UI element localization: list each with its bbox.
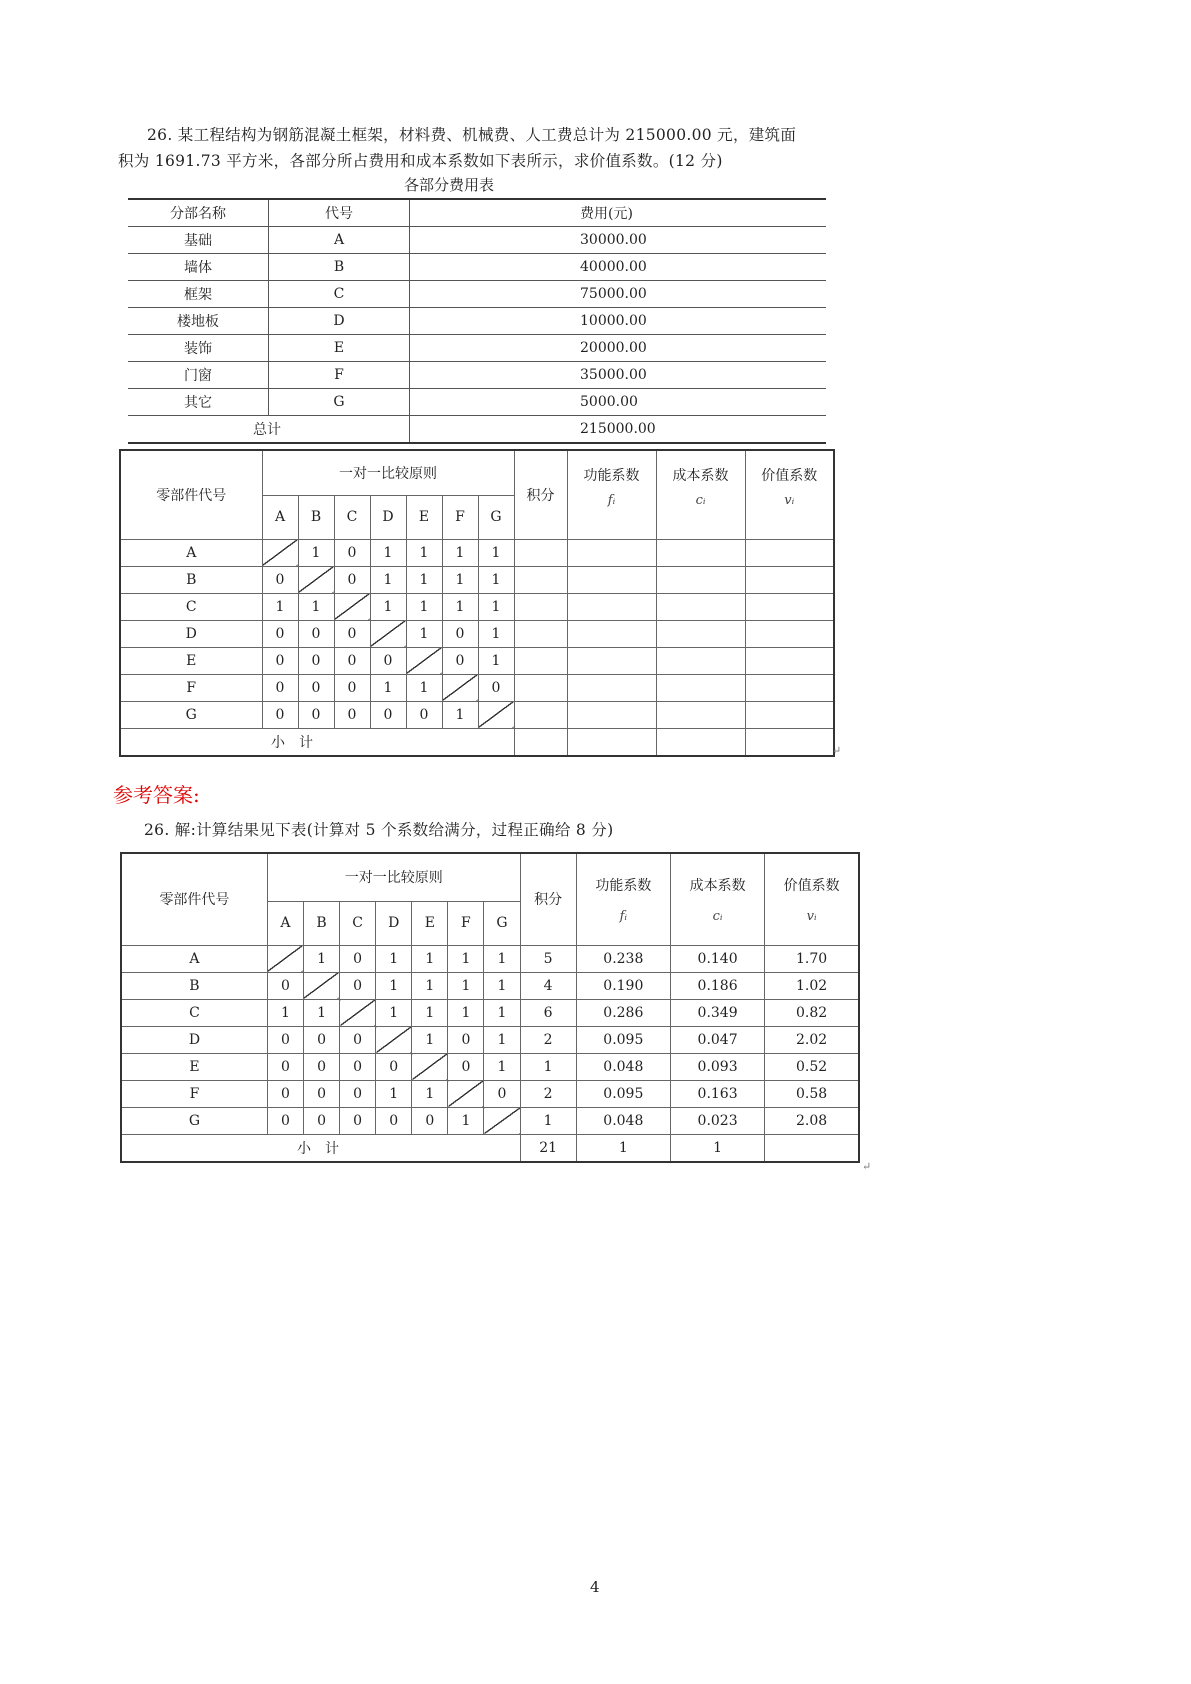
cell: 1 — [484, 999, 520, 1026]
col-header: F — [448, 901, 484, 945]
diagonal-cell — [334, 593, 370, 620]
part-name: 基础 — [128, 227, 269, 254]
cell: 1 — [484, 945, 520, 972]
header-pairwise: 一对一比较原则 — [267, 853, 520, 901]
score-cell — [514, 674, 567, 701]
diagonal-cell — [267, 945, 303, 972]
col-header: A — [262, 495, 298, 539]
answer-value-table — [120, 852, 860, 1163]
cell: 1 — [376, 945, 412, 972]
v-cell — [745, 728, 834, 756]
part-code: A — [269, 227, 410, 254]
func-coef-label: 功能系数 — [583, 468, 640, 484]
diagonal-cell — [442, 674, 478, 701]
cell: 0 — [340, 945, 376, 972]
cell: 1 — [412, 1026, 448, 1053]
cell: 1 — [442, 566, 478, 593]
cost-row — [128, 308, 826, 335]
cell: 1 — [478, 647, 514, 674]
subtotal-label: 小 计 — [120, 728, 514, 756]
col-header: G — [484, 901, 520, 945]
col-header: B — [298, 495, 334, 539]
value-coef-label: 价值系数 — [783, 877, 840, 894]
cell: 0 — [298, 701, 334, 728]
part-cost: 5000.00 — [410, 389, 827, 416]
score-cell: 4 — [520, 972, 576, 999]
cell: 1 — [376, 1080, 412, 1107]
part-name: 墙体 — [128, 254, 269, 281]
header-part-name: 分部名称 — [128, 199, 269, 227]
cell: 1 — [484, 1026, 520, 1053]
cell: 0 — [298, 620, 334, 647]
col-header: C — [334, 495, 370, 539]
cell: 0 — [370, 647, 406, 674]
cell: 1 — [406, 620, 442, 647]
cell: 0 — [262, 620, 298, 647]
subtotal-row — [121, 1134, 859, 1162]
value-coef-symbol: vᵢ — [806, 908, 817, 924]
subtotal-v — [765, 1134, 859, 1162]
cell: 0 — [267, 1026, 303, 1053]
c-cell — [656, 566, 745, 593]
f-cell — [567, 647, 656, 674]
cell: 0 — [376, 1053, 412, 1080]
row-code: E — [121, 1053, 267, 1080]
col-header: D — [376, 901, 412, 945]
part-cost: 75000.00 — [410, 281, 827, 308]
v-cell: 0.52 — [765, 1053, 859, 1080]
cell: 1 — [448, 999, 484, 1026]
return-mark: ↵ — [862, 1160, 872, 1173]
row-code: E — [120, 647, 262, 674]
col-header: G — [478, 495, 514, 539]
table-row — [121, 945, 859, 972]
cell: 0 — [303, 1107, 339, 1134]
value-coef-symbol: vᵢ — [784, 493, 795, 508]
v-cell: 1.02 — [765, 972, 859, 999]
cost-coef-label: 成本系数 — [672, 468, 729, 484]
v-cell: 2.08 — [765, 1107, 859, 1134]
part-cost: 20000.00 — [410, 335, 827, 362]
cost-table-title: 各部分费用表 — [404, 176, 495, 194]
cell: 1 — [370, 593, 406, 620]
func-coef-symbol: fᵢ — [619, 908, 628, 924]
cost-row — [128, 254, 826, 281]
cell: 1 — [448, 972, 484, 999]
cell: 0 — [267, 1080, 303, 1107]
question-value-table — [119, 449, 835, 757]
score-cell — [514, 566, 567, 593]
part-cost: 40000.00 — [410, 254, 827, 281]
col-header: C — [340, 901, 376, 945]
cell: 1 — [298, 593, 334, 620]
cell: 1 — [406, 674, 442, 701]
cell: 1 — [370, 539, 406, 566]
part-cost: 30000.00 — [410, 227, 827, 254]
table-row — [121, 1080, 859, 1107]
v-cell: 0.82 — [765, 999, 859, 1026]
col-header: A — [267, 901, 303, 945]
cell: 1 — [370, 566, 406, 593]
diagonal-cell — [262, 539, 298, 566]
score-cell: 2 — [520, 1026, 576, 1053]
cell: 1 — [442, 593, 478, 620]
cell: 0 — [340, 972, 376, 999]
part-code: C — [269, 281, 410, 308]
row-code: A — [120, 539, 262, 566]
cell: 1 — [478, 620, 514, 647]
total-value: 215000.00 — [410, 416, 827, 444]
cost-row — [128, 227, 826, 254]
cell: 0 — [262, 701, 298, 728]
cost-coef-symbol: cᵢ — [695, 493, 706, 508]
f-cell — [567, 593, 656, 620]
cell: 0 — [303, 1026, 339, 1053]
table-row — [120, 566, 834, 593]
score-cell — [514, 539, 567, 566]
part-code: D — [269, 308, 410, 335]
cell: 1 — [484, 1053, 520, 1080]
cell: 1 — [303, 945, 339, 972]
f-cell — [567, 566, 656, 593]
diagonal-cell — [478, 701, 514, 728]
header-score: 积分 — [514, 450, 567, 539]
table-row — [121, 999, 859, 1026]
c-cell: 0.186 — [670, 972, 764, 999]
cell: 0 — [334, 647, 370, 674]
cell: 1 — [448, 1107, 484, 1134]
row-code: C — [121, 999, 267, 1026]
cell: 0 — [334, 539, 370, 566]
cell: 1 — [442, 539, 478, 566]
cost-table — [128, 198, 826, 444]
table-row — [120, 539, 834, 566]
cost-row — [128, 362, 826, 389]
row-code: C — [120, 593, 262, 620]
total-label: 总计 — [128, 416, 410, 444]
cell: 0 — [298, 674, 334, 701]
row-code: A — [121, 945, 267, 972]
part-name: 装饰 — [128, 335, 269, 362]
col-header: E — [412, 901, 448, 945]
cell: 1 — [303, 999, 339, 1026]
cell: 1 — [412, 1080, 448, 1107]
row-code: G — [120, 701, 262, 728]
cell: 1 — [478, 539, 514, 566]
c-cell — [656, 674, 745, 701]
cost-table-header — [128, 199, 826, 227]
cell: 0 — [267, 972, 303, 999]
score-cell — [514, 701, 567, 728]
table-row — [120, 674, 834, 701]
col-header: F — [442, 495, 478, 539]
v-cell — [745, 647, 834, 674]
diagonal-cell — [303, 972, 339, 999]
subtotal-f: 1 — [576, 1134, 670, 1162]
score-cell — [514, 593, 567, 620]
v-cell: 0.58 — [765, 1080, 859, 1107]
cell: 1 — [376, 999, 412, 1026]
v-cell — [745, 620, 834, 647]
cell: 0 — [340, 1080, 376, 1107]
table-row — [121, 1107, 859, 1134]
cell: 1 — [267, 999, 303, 1026]
row-code: B — [120, 566, 262, 593]
c-cell — [656, 620, 745, 647]
part-code: F — [269, 362, 410, 389]
diagonal-cell — [484, 1107, 520, 1134]
diagonal-cell — [448, 1080, 484, 1107]
cell: 1 — [478, 593, 514, 620]
col-header: D — [370, 495, 406, 539]
cell: 1 — [412, 972, 448, 999]
f-cell: 0.286 — [576, 999, 670, 1026]
header-cost-coef — [656, 450, 745, 539]
cell: 0 — [262, 566, 298, 593]
subtotal-row — [120, 728, 834, 756]
col-header: B — [303, 901, 339, 945]
question-line-2: 积为 1691.73 平方米，各部分所占费用和成本系数如下表所示，求价值系数。(12 分) — [118, 152, 723, 170]
cost-total-row — [128, 416, 826, 444]
question-line-1: 26. 某工程结构为钢筋混凝土框架，材料费、机械费、人工费总计为 215000.00 元，建筑面 — [147, 126, 797, 144]
cell: 1 — [262, 593, 298, 620]
cell: 1 — [442, 701, 478, 728]
row-code: D — [121, 1026, 267, 1053]
c-cell: 0.140 — [670, 945, 764, 972]
v-cell — [745, 539, 834, 566]
table-row — [121, 972, 859, 999]
cell: 0 — [484, 1080, 520, 1107]
diagonal-cell — [406, 647, 442, 674]
v-cell — [745, 701, 834, 728]
cost-coef-symbol: cᵢ — [712, 908, 723, 924]
header-code: 代号 — [269, 199, 410, 227]
c-cell — [656, 539, 745, 566]
score-cell — [514, 647, 567, 674]
part-name: 门窗 — [128, 362, 269, 389]
cell: 1 — [376, 972, 412, 999]
func-coef-label: 功能系数 — [595, 877, 652, 894]
cell: 0 — [370, 701, 406, 728]
cost-coef-label: 成本系数 — [689, 877, 746, 894]
cell: 1 — [406, 566, 442, 593]
part-code: B — [269, 254, 410, 281]
f-cell — [567, 728, 656, 756]
f-cell: 0.238 — [576, 945, 670, 972]
table-row — [120, 647, 834, 674]
table-row — [120, 620, 834, 647]
score-cell: 1 — [520, 1107, 576, 1134]
diagonal-cell — [298, 566, 334, 593]
table-row — [121, 1053, 859, 1080]
row-code: B — [121, 972, 267, 999]
cell: 0 — [406, 701, 442, 728]
cell: 0 — [478, 674, 514, 701]
cell: 1 — [370, 674, 406, 701]
cell: 1 — [478, 566, 514, 593]
c-cell — [656, 647, 745, 674]
f-cell — [567, 701, 656, 728]
f-cell: 0.048 — [576, 1053, 670, 1080]
part-code: G — [269, 389, 410, 416]
score-cell: 1 — [520, 1053, 576, 1080]
c-cell: 0.093 — [670, 1053, 764, 1080]
cell: 0 — [448, 1026, 484, 1053]
cell: 0 — [340, 1053, 376, 1080]
part-cost: 10000.00 — [410, 308, 827, 335]
diagonal-cell — [412, 1053, 448, 1080]
subtotal-c: 1 — [670, 1134, 764, 1162]
cell: 0 — [334, 701, 370, 728]
row-code: D — [120, 620, 262, 647]
cell: 0 — [412, 1107, 448, 1134]
diagonal-cell — [376, 1026, 412, 1053]
v-cell — [745, 566, 834, 593]
header-cost: 费用(元) — [410, 199, 827, 227]
page-number: 4 — [590, 1578, 600, 1596]
v-cell — [745, 674, 834, 701]
header-func-coef — [567, 450, 656, 539]
subtotal-label: 小 计 — [121, 1134, 520, 1162]
f-cell: 0.048 — [576, 1107, 670, 1134]
f-cell: 0.095 — [576, 1080, 670, 1107]
cell: 0 — [303, 1053, 339, 1080]
cost-row — [128, 281, 826, 308]
cell: 0 — [448, 1053, 484, 1080]
cell: 0 — [442, 620, 478, 647]
header-part-code: 零部件代号 — [120, 450, 262, 539]
cell: 0 — [262, 674, 298, 701]
f-cell — [567, 674, 656, 701]
cell: 1 — [412, 945, 448, 972]
cell: 1 — [406, 539, 442, 566]
cell: 1 — [484, 972, 520, 999]
score-cell — [514, 728, 567, 756]
row-code: G — [121, 1107, 267, 1134]
row-code: F — [121, 1080, 267, 1107]
diagonal-cell — [370, 620, 406, 647]
subtotal-score: 21 — [520, 1134, 576, 1162]
f-cell: 0.095 — [576, 1026, 670, 1053]
cell: 1 — [448, 945, 484, 972]
c-cell: 0.163 — [670, 1080, 764, 1107]
c-cell: 0.047 — [670, 1026, 764, 1053]
cell: 0 — [267, 1107, 303, 1134]
cell: 0 — [340, 1107, 376, 1134]
cell: 0 — [334, 674, 370, 701]
func-coef-symbol: fᵢ — [607, 493, 616, 508]
part-name: 框架 — [128, 281, 269, 308]
answer-label: 参考答案: — [113, 783, 200, 807]
score-cell — [514, 620, 567, 647]
header-part-code: 零部件代号 — [121, 853, 267, 945]
f-cell — [567, 539, 656, 566]
header-value-coef — [745, 450, 834, 539]
cell: 0 — [303, 1080, 339, 1107]
diagonal-cell — [340, 999, 376, 1026]
part-name: 其它 — [128, 389, 269, 416]
part-cost: 35000.00 — [410, 362, 827, 389]
c-cell — [656, 728, 745, 756]
header-score: 积分 — [520, 853, 576, 945]
v-cell: 2.02 — [765, 1026, 859, 1053]
cell: 1 — [298, 539, 334, 566]
cell: 0 — [298, 647, 334, 674]
f-cell — [567, 620, 656, 647]
cost-row — [128, 335, 826, 362]
value-coef-label: 价值系数 — [761, 468, 818, 484]
cell: 1 — [412, 999, 448, 1026]
cell: 0 — [340, 1026, 376, 1053]
cell: 0 — [334, 566, 370, 593]
return-mark: ↵ — [832, 744, 842, 757]
answer-line: 26. 解:计算结果见下表(计算对 5 个系数给满分，过程正确给 8 分) — [144, 821, 614, 839]
c-cell: 0.349 — [670, 999, 764, 1026]
cell: 0 — [376, 1107, 412, 1134]
header-func-coef — [576, 853, 670, 945]
table-row — [121, 1026, 859, 1053]
cell: 1 — [406, 593, 442, 620]
c-cell — [656, 593, 745, 620]
v-cell — [745, 593, 834, 620]
header-pairwise: 一对一比较原则 — [262, 450, 514, 495]
header-cost-coef — [670, 853, 764, 945]
f-cell: 0.190 — [576, 972, 670, 999]
score-cell: 5 — [520, 945, 576, 972]
cell: 0 — [267, 1053, 303, 1080]
part-code: E — [269, 335, 410, 362]
v-cell: 1.70 — [765, 945, 859, 972]
table-row — [120, 701, 834, 728]
table-row — [120, 593, 834, 620]
cost-row — [128, 389, 826, 416]
cell: 0 — [442, 647, 478, 674]
c-cell: 0.023 — [670, 1107, 764, 1134]
score-cell: 2 — [520, 1080, 576, 1107]
header-value-coef — [765, 853, 859, 945]
row-code: F — [120, 674, 262, 701]
col-header: E — [406, 495, 442, 539]
part-name: 楼地板 — [128, 308, 269, 335]
c-cell — [656, 701, 745, 728]
cell: 0 — [334, 620, 370, 647]
score-cell: 6 — [520, 999, 576, 1026]
cell: 0 — [262, 647, 298, 674]
